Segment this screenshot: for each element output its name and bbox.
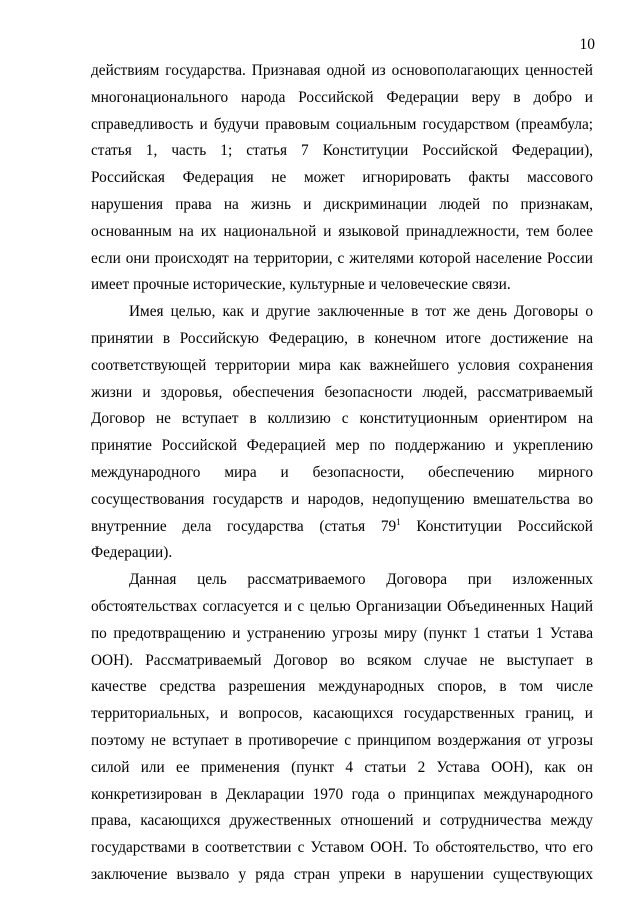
text-line: по предотвращению и устранению угрозы миру (пункт 1 статьи 1 Устава — [91, 624, 593, 642]
text-segment: внутренние дела государства (статья 79 — [91, 517, 397, 535]
text-line: действиям государства. Признавая одной из основополагающих ценностей — [91, 62, 593, 79]
paragraph-1 — [91, 58, 593, 299]
text-line: поэтому не вступает в противоречие с принципом воздержания от угрозы — [91, 731, 593, 749]
paragraph-3 — [91, 567, 593, 889]
text-line: если они происходят на территории, с жителями которой население России — [91, 249, 593, 267]
text-line: принятии в Российскую Федерацию, в конечном итоге достижение на — [91, 329, 593, 347]
text-line: многонационального народа Российской Федерации веру в добро и — [91, 88, 593, 106]
footnote-text-line — [91, 514, 593, 541]
text-segment: Конституции Российской — [400, 517, 593, 535]
text-line: соответствующей территории мира как важнейшего условия сохранения — [91, 356, 593, 374]
text-line: имеет прочные исторические, культурные и человеческие связи. — [91, 276, 511, 294]
text-line: жизни и здоровья, обеспечения безопасности людей, рассматриваемый — [91, 383, 593, 401]
text-line: Имея целью, как и другие заключенные в тот же день Договоры о — [129, 303, 593, 321]
text-line: государствами в соответствии с Уставом ООН. То обстоятельство, что его — [91, 839, 593, 857]
footnote-marker: 1 — [396, 516, 401, 527]
text-line: территориальных, и вопросов, касающихся государственных границ, и — [91, 705, 593, 723]
text-line: принятие Российской Федерацией мер по поддержанию и укреплению — [91, 437, 593, 455]
text-line: справедливость и будучи правовым социальным государством (преамбула; — [91, 115, 593, 133]
text-line: Российская Федерация не может игнорировать факты массового — [91, 169, 593, 187]
text-line: сосуществования государств и народов, недопущению вмешательства во — [91, 490, 593, 508]
paragraph-2 — [91, 299, 593, 567]
text-line: силой или ее применения (пункт 4 статьи 2 Устава ООН), как он — [91, 758, 593, 776]
text-line: Федерации). — [91, 544, 173, 562]
text-line: ООН). Рассматриваемый Договор во всяком случае не выступает в — [91, 651, 593, 669]
text-line: обстоятельствах согласуется и с целью Организации Объединенных Наций — [91, 597, 593, 615]
text-line: основанным на их национальной и языковой принадлежности, тем более — [91, 222, 593, 240]
text-line: международного мира и безопасности, обеспечению мирного — [91, 463, 593, 481]
page-number: 10 — [579, 36, 595, 53]
text-line: права, касающихся дружественных отношений и сотрудничества между — [91, 812, 593, 830]
text-line: конкретизирован в Декларации 1970 года о принципах международного — [91, 785, 593, 803]
document-body — [91, 58, 593, 889]
text-line: качестве средства разрешения международных споров, в том числе — [91, 678, 593, 696]
text-line: заключение вызвало у ряда стран упреки в нарушении существующих — [91, 865, 593, 883]
text-line: статья 1, часть 1; статья 7 Конституции Российской Федерации), — [91, 142, 593, 160]
text-line: Данная цель рассматриваемого Договора при изложенных — [129, 571, 593, 589]
text-line: Договор не вступает в коллизию с конституционным ориентиром на — [91, 410, 593, 428]
text-line: нарушения права на жизнь и дискриминации людей по признакам, — [91, 195, 593, 213]
